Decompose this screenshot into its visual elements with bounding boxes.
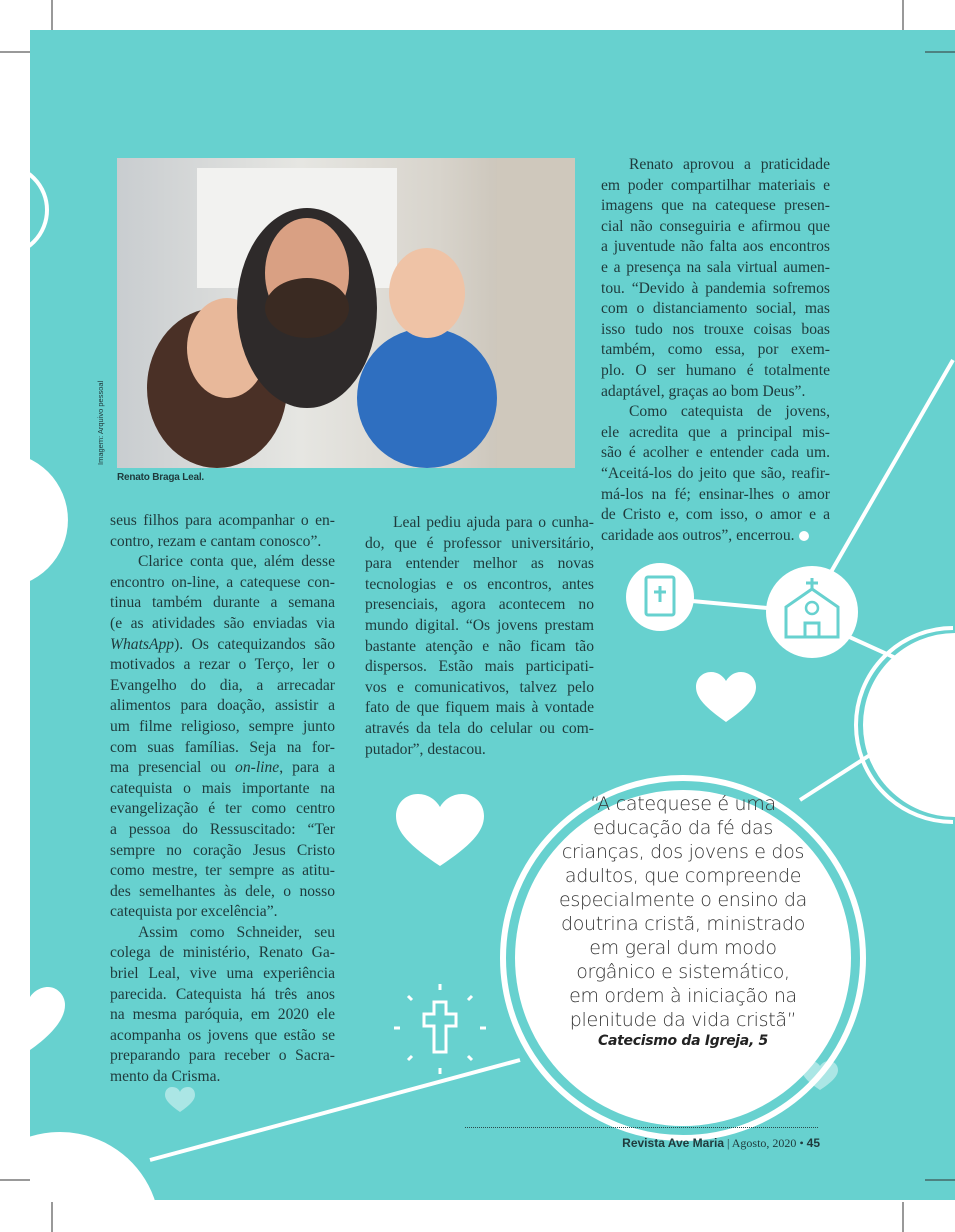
text-line: Como catequista de jovens, [629,403,830,421]
page-number: 45 [806,1136,820,1150]
text-line: acompanha os jovens que estão se [110,1026,335,1044]
quote-line: adultos, que compreende [564,865,802,887]
text-line: má-los na fé; ensinar-lhes o amor [601,485,830,503]
text-line: “Aceitá-los do jeito que são, reafir- [601,464,830,482]
footer-rule [465,1127,818,1128]
text-line: Evangelho do dia, a arrecadar [110,676,335,694]
end-mark-icon [799,531,809,541]
text-line: briel Leal, vive uma experiência [110,965,335,983]
deco-circle [2,165,47,255]
heart-icon [396,794,484,866]
text-line: adaptável, graças ao bom Deus”. [601,382,806,400]
text-line: e a presença na sala virtual aumen- [601,258,830,276]
text-line: presenciais, agora acontecem no [365,596,594,614]
text-line: Clarice conta que, além desse [138,553,335,571]
text-line: em poder compartilhar materiais e [601,176,830,194]
connector-line [812,360,953,605]
pull-quote [530,792,836,1050]
text-line: cial não conseguiria e afirmou que [601,217,830,235]
quote-source: Catecismo da Igreja, 5 [598,1033,768,1049]
text-line: caridade aos outros”, encerrou. [601,526,830,547]
footer [622,1136,820,1150]
text-line: são é acolher e entender cada um. [601,444,830,462]
column-1 [110,511,335,1088]
text-line: dispersos. Estão mais participati- [365,658,594,676]
text-line: (e as atividades são enviadas via [110,614,335,632]
heart-icon [696,672,756,722]
text-line: a pessoa do Ressuscitado: “Ter [110,820,335,838]
text-line: mundo digital. “Os jovens prestam [365,616,594,634]
text-line: para entender melhor as novas [365,555,594,573]
heart-icon [165,1087,195,1112]
text-line: colega de ministério, Renato Ga- [110,944,335,962]
quote-line: em ordem à iniciação na [569,985,797,1007]
text-line: sempre no coração Jesus Cristo [110,841,335,859]
text-line: tou. “Devido à pandemia sofremos [601,279,830,297]
text-line: tecnologias e os encontros, antes [365,575,594,593]
column-2 [365,513,594,760]
quote-line: em geral dum modo [589,937,777,959]
text-line: contro, rezam e cantam conosco”. [110,532,322,550]
text-line: bastante atenção e não ficam tão [365,637,594,655]
church-icon [766,566,858,658]
text-line: ele acredita que a principal mis- [601,423,830,441]
text-line: evangelização é ter como centro [110,800,335,818]
text-line: na mesma paróquia, em 2020 ele [110,1006,335,1024]
text-line: a juventude não falta aos encontros [601,238,830,256]
text-line: mento da Crisma. [110,1068,221,1086]
text-line: Assim como Schneider, seu [138,923,335,941]
text-line: fato de que fiquem mais à vontade [365,699,594,717]
photo [117,158,575,468]
text-line: motivados a rezar o Terço, ler o [110,656,335,674]
quote-line: plenitude da vida cristã” [569,1009,797,1031]
text-line: isso tudo nos trouxe coisas boas [601,320,830,338]
heart-icon [30,987,65,1050]
deco-circle [0,452,68,588]
text-line: Renato aprovou a praticidade [629,156,830,173]
text-line: WhatsApp). Os catequizandos são [110,635,335,653]
text-line: do, que é professor universitário, [365,534,594,552]
text-line: com suas famílias. Seja na for- [110,738,335,756]
cross-icon [394,984,486,1074]
quote-line: “A catequese é uma [590,793,776,815]
quote-line: educação da fé das [593,817,773,839]
text-line: de Cristo e, com isso, o amor e a [601,506,830,524]
text-line: seus filhos para acompanhar o en- [110,512,335,529]
text-line: através da tela do celular ou com- [365,719,594,737]
photo-image [117,158,575,468]
quote-line: orgânico e sistemático, [576,961,790,983]
text-line: encontro on-line, a catequese con- [110,573,335,591]
text-line: também, como essa, por exem- [601,341,830,359]
text-line: parecida. Catequista há três anos [110,985,335,1003]
photo-credit: Imagem: Arquivo pessoal [96,380,105,465]
text-line: tinua também durante a semana [110,594,335,612]
text-line: como mestre, ter sempre as atitu- [110,862,335,880]
magazine-name: Revista Ave Maria [622,1136,725,1150]
quote-line: doutrina cristã, ministrado [560,913,806,935]
photo-caption: Renato Braga Leal. [117,472,204,483]
column-3 [601,155,830,546]
quote-line: especialmente o ensino da [559,889,807,911]
text-line: alimentos para doação, assistir a [110,697,335,715]
text-line: plo. O ser humano é totalmente [601,361,830,379]
deco-circle [863,633,955,817]
footer-bullet: • [799,1136,804,1150]
quote-line: crianças, dos jovens e dos [561,841,805,863]
text-line: catequista o mais importante na [110,779,335,797]
text-line: des semelhantes às dele, o nosso [110,882,335,900]
footer-separator: | [727,1136,730,1150]
text-line: um filme religioso, sempre junto [110,717,335,735]
text-line: Leal pediu ajuda para o cunha- [393,514,594,531]
bible-icon [626,563,694,631]
text-line: putador”, destacou. [365,740,486,758]
text-line: ma presencial ou on-line, para a [110,759,335,777]
text-line: imagens que na catequese presen- [601,197,830,215]
deco-circle [0,1132,160,1232]
text-line: catequista por excelência”. [110,903,278,921]
issue-date: Agosto, 2020 [731,1136,797,1150]
text-line: vos e comunicativos, talvez pelo [365,678,594,696]
text-line: com o distanciamento social, mas [601,300,830,318]
text-line: preparando para receber o Sacra- [110,1047,335,1065]
